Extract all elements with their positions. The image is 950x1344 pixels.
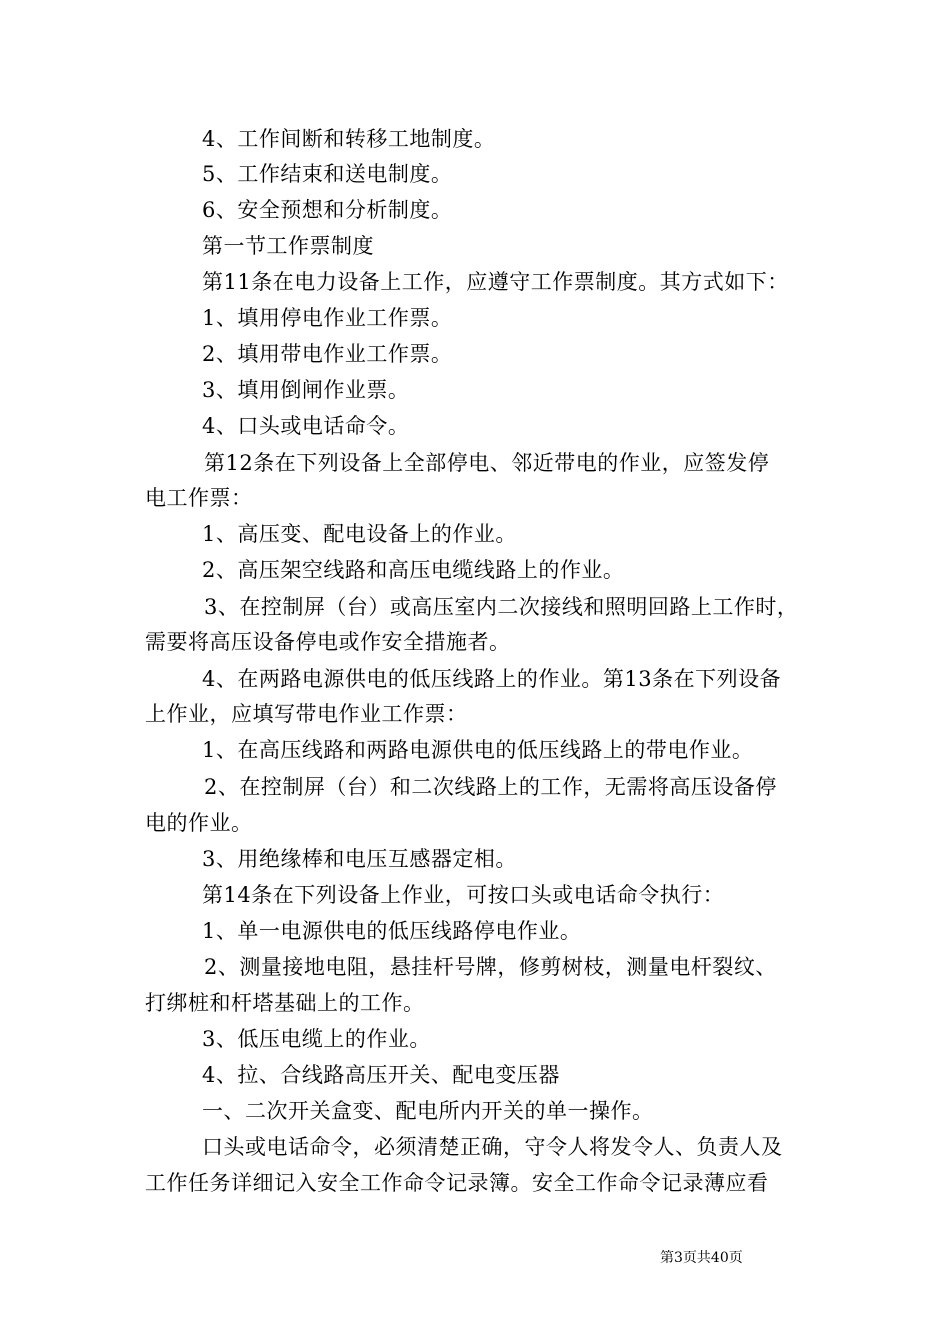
paragraph-line: 3、填用倒闸作业票。 <box>202 378 410 402</box>
paragraph-line: 2、填用带电作业工作票。 <box>202 342 453 366</box>
paragraph-line: 1、在高压线路和两路电源供电的低压线路上的带电作业。 <box>202 738 754 762</box>
paragraph-line: 3、在控制屏（台）或高压室内二次接线和照明回路上工作时， <box>204 595 799 619</box>
paragraph-line: 6、安全预想和分析制度。 <box>202 198 453 222</box>
paragraph-line: 第14条在下列设备上作业，可按口头或电话命令执行： <box>202 883 725 907</box>
paragraph-line: 上作业，应填写带电作业工作票： <box>145 702 468 726</box>
paragraph-line: 2、在控制屏（台）和二次线路上的工作，无需将高压设备停 <box>204 775 777 799</box>
section-heading: 第一节工作票制度 <box>202 234 374 258</box>
paragraph-line: 打绑桩和杆塔基础上的工作。 <box>145 991 425 1015</box>
paragraph-line: 4、工作间断和转移工地制度。 <box>202 127 496 151</box>
paragraph-line: 一、二次开关盒变、配电所内开关的单一操作。 <box>202 1099 654 1123</box>
paragraph-line: 1、高压变、配电设备上的作业。 <box>202 522 517 546</box>
paragraph-line: 电的作业。 <box>145 811 253 835</box>
paragraph-line: 电工作票： <box>145 486 253 510</box>
paragraph-line: 2、高压架空线路和高压电缆线路上的作业。 <box>202 558 625 582</box>
paragraph-line: 第11条在电力设备上工作，应遵守工作票制度。其方式如下： <box>202 270 789 294</box>
page-number-footer: 第3页共40页 <box>660 1250 743 1266</box>
paragraph-line: 1、单一电源供电的低压线路停电作业。 <box>202 919 582 943</box>
paragraph-line: 工作任务详细记入安全工作命令记录簿。安全工作命令记录薄应看 <box>145 1171 769 1195</box>
paragraph-line: 需要将高压设备停电或作安全措施者。 <box>145 630 511 654</box>
paragraph-line: 3、用绝缘棒和电压互感器定相。 <box>202 847 517 871</box>
paragraph-line: 1、填用停电作业工作票。 <box>202 306 453 330</box>
paragraph-line: 5、工作结束和送电制度。 <box>202 162 453 186</box>
paragraph-line: 口头或电话命令，必须清楚正确，守令人将发令人、负责人及 <box>202 1135 783 1159</box>
paragraph-line: 第12条在下列设备上全部停电、邻近带电的作业，应签发停 <box>204 451 770 475</box>
paragraph-line: 4、口头或电话命令。 <box>202 414 410 438</box>
paragraph-line: 4、拉、合线路高压开关、配电变压器 <box>202 1063 560 1087</box>
paragraph-line: 2、测量接地电阻，悬挂杆号牌，修剪树枝，测量电杆裂纹、 <box>204 955 777 979</box>
paragraph-line: 3、低压电缆上的作业。 <box>202 1027 431 1051</box>
paragraph-line: 4、在两路电源供电的低压线路上的作业。第13条在下列设备 <box>202 667 782 691</box>
